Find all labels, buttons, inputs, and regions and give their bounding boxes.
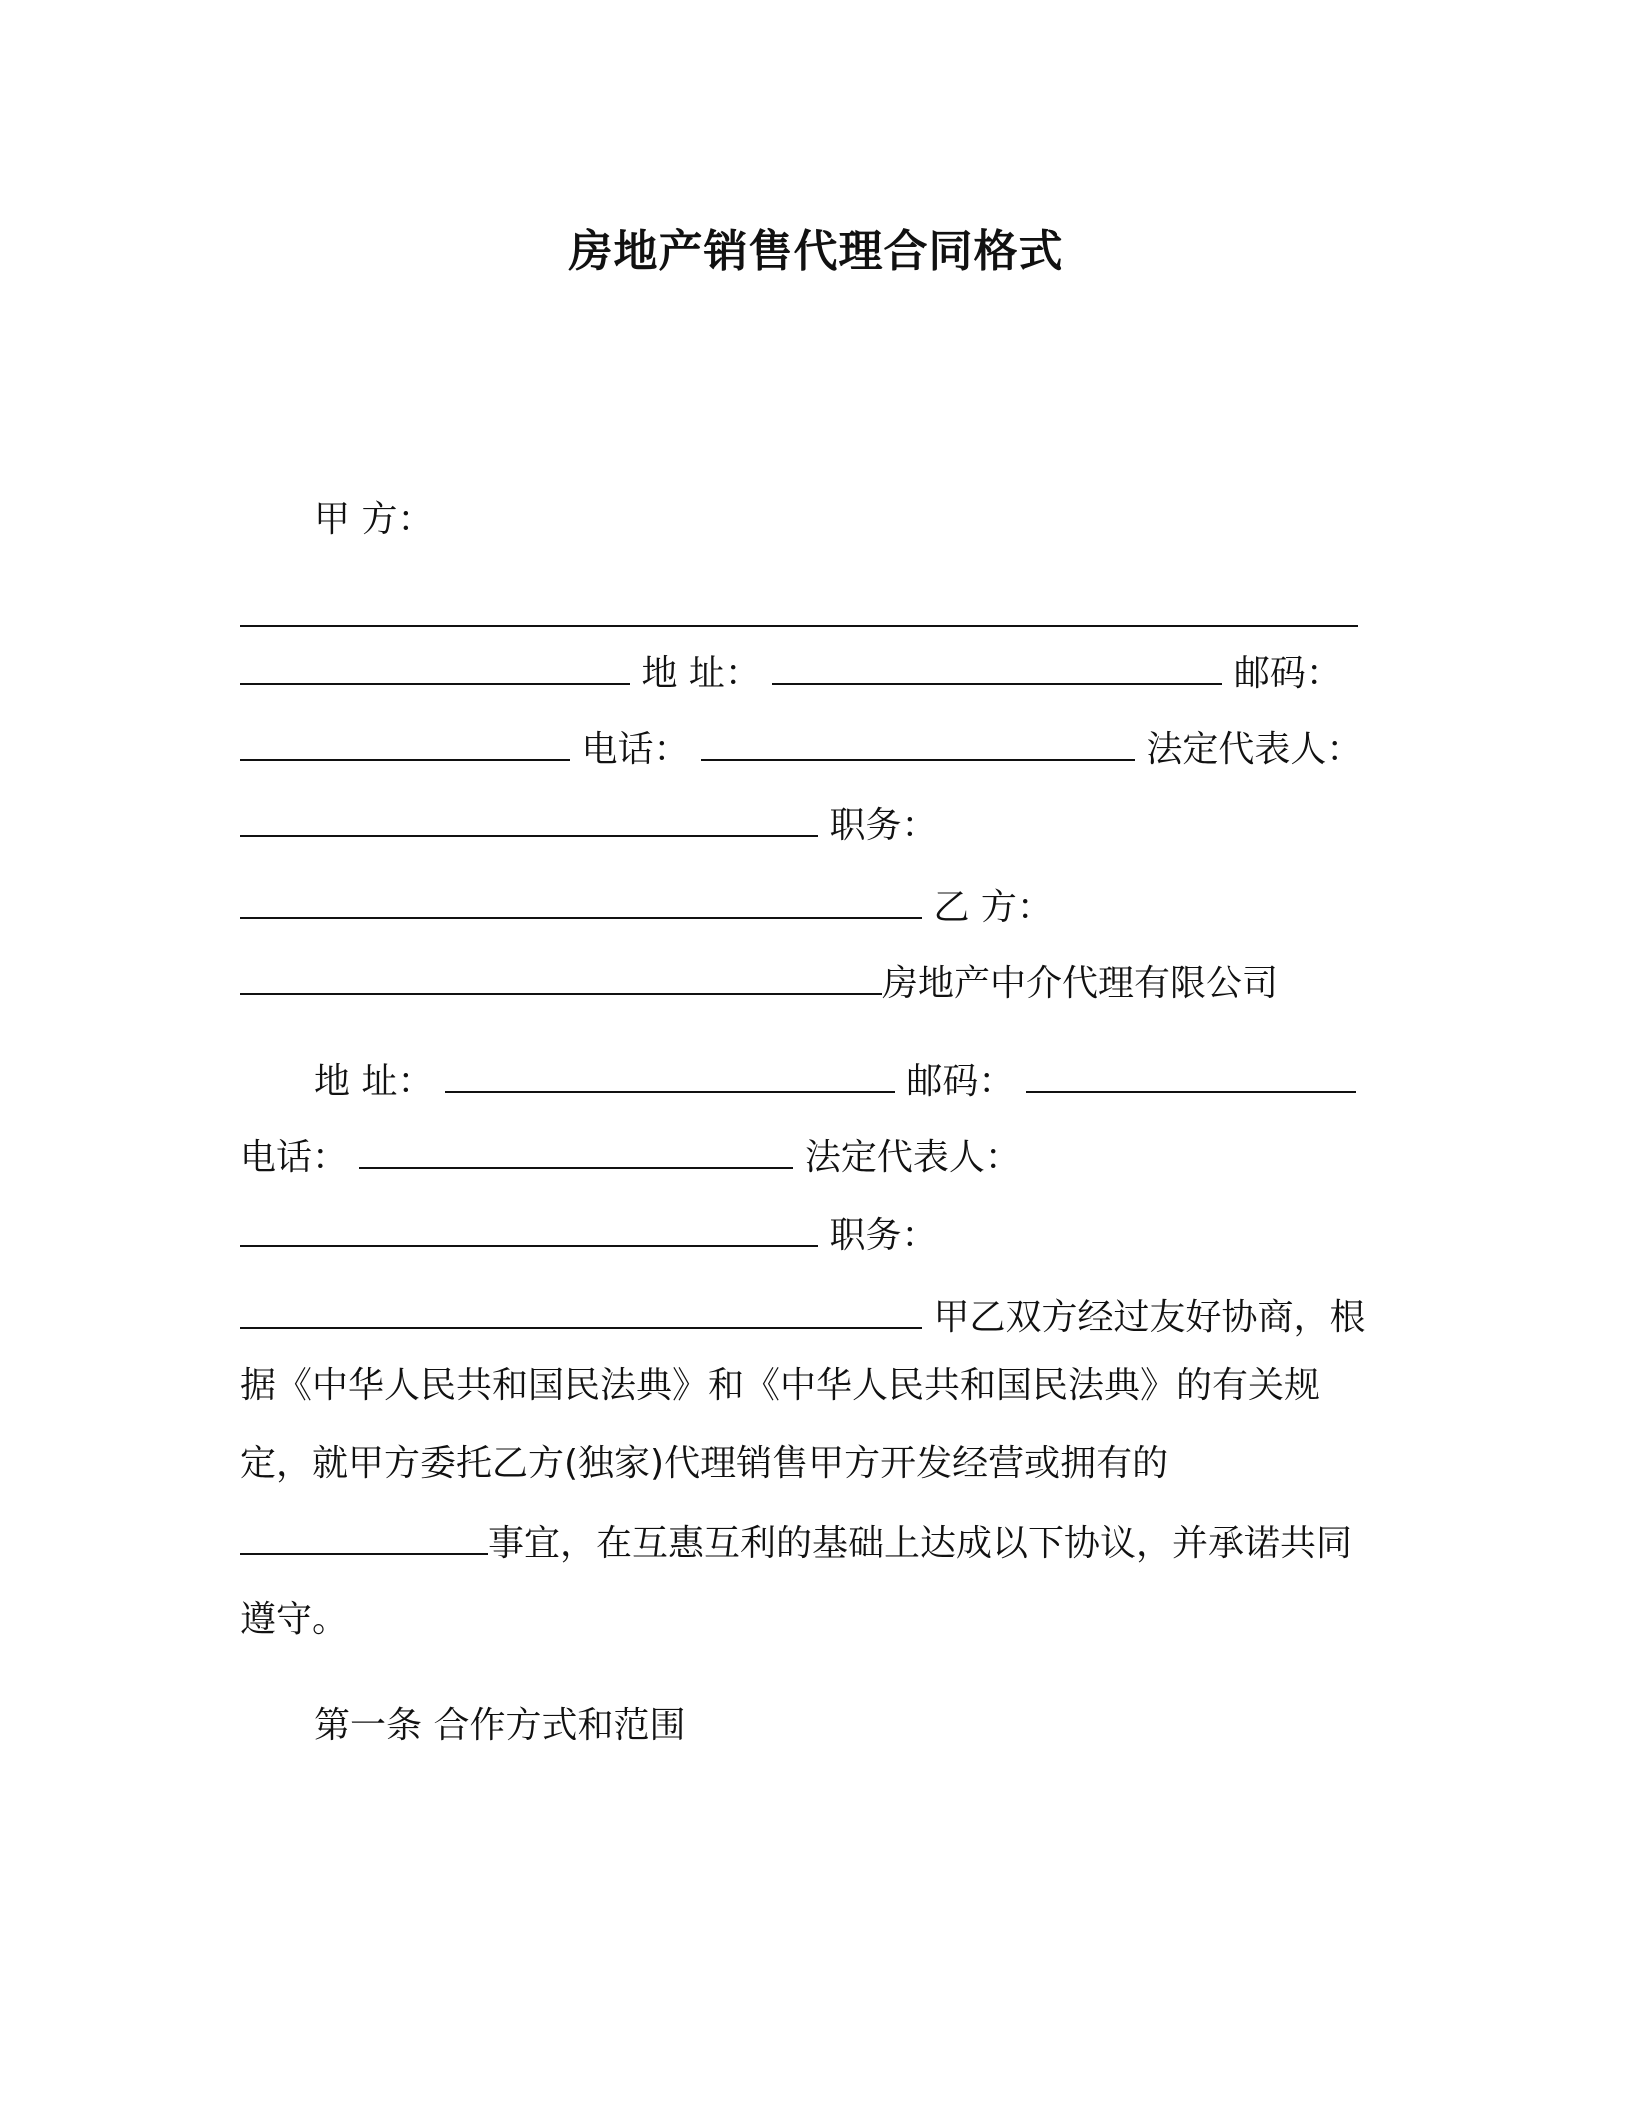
party-a-position-label: 职务：	[829, 805, 938, 846]
party-b-legal-rep-label: 法定代表人：	[804, 1137, 1021, 1178]
preamble-text-1: 甲乙双方经过友好协商，根	[933, 1297, 1366, 1338]
party-b-position-label: 职务：	[829, 1215, 938, 1256]
party-b-postcode-blank[interactable]	[1026, 1061, 1356, 1093]
party-a-address-line	[240, 650, 1342, 698]
party-b-phone-blank[interactable]	[359, 1137, 793, 1169]
party-b-position-blank[interactable]	[240, 1297, 922, 1329]
party-b-company-line	[240, 960, 1278, 1008]
article-1-heading: 第一条 合作方式和范围	[314, 1705, 686, 1746]
preamble-text-2: 据《中华人民共和国民法典》和《中华人民共和国民法典》的有关规	[240, 1365, 1321, 1406]
party-a-postcode-label: 邮码：	[1233, 653, 1342, 694]
party-a-name-line	[240, 592, 1358, 640]
party-a-postcode-blank[interactable]	[240, 729, 570, 761]
party-a-name-blank[interactable]	[240, 595, 1358, 627]
preamble-line-4	[240, 1520, 1352, 1568]
preamble-line-1	[240, 1294, 1365, 1342]
party-b-address-label: 地 址：	[314, 1061, 434, 1102]
party-b-postcode-label: 邮码：	[906, 1061, 1015, 1102]
preamble-line-2	[240, 1362, 1320, 1410]
party-b-label: 乙 方：	[933, 887, 1053, 928]
party-b-name-blank[interactable]	[240, 963, 882, 995]
party-b-address-blank[interactable]	[445, 1061, 895, 1093]
party-a-position-line	[240, 802, 937, 850]
property-blank[interactable]	[240, 1523, 488, 1555]
preamble-text-3: 定，就甲方委托乙方(独家)代理销售甲方开发经营或拥有的	[240, 1443, 1169, 1484]
party-a-phone-line	[240, 726, 1362, 774]
party-b-label-line	[240, 884, 1053, 932]
preamble-line-3	[240, 1440, 1168, 1488]
party-a-legal-rep-label: 法定代表人：	[1146, 729, 1363, 770]
preamble-line-5	[240, 1596, 348, 1644]
party-b-legal-rep-blank[interactable]	[240, 1215, 818, 1247]
party-a-phone-blank[interactable]	[701, 729, 1135, 761]
party-a-label: 甲 方：	[314, 499, 434, 540]
party-a-phone-label: 电话：	[581, 729, 690, 770]
party-a-blank-1[interactable]	[240, 653, 630, 685]
party-a-position-blank[interactable]	[240, 887, 922, 919]
party-a-address-blank[interactable]	[772, 653, 1222, 685]
article-1-heading-line	[314, 1702, 685, 1750]
party-b-position-line	[240, 1212, 937, 1260]
preamble-text-4: 事宜，在互惠互利的基础上达成以下协议，并承诺共同	[488, 1523, 1353, 1564]
party-b-company-suffix: 房地产中介代理有限公司	[882, 963, 1279, 1004]
document-title: 房地产销售代理合同格式	[568, 226, 1064, 277]
party-b-address-line	[314, 1058, 1356, 1106]
party-a-address-label: 地 址：	[641, 653, 761, 694]
party-a-legal-rep-blank[interactable]	[240, 805, 818, 837]
party-b-phone-line	[240, 1134, 1021, 1182]
party-a-label-line	[314, 496, 433, 544]
party-b-phone-label: 电话：	[240, 1137, 349, 1178]
preamble-text-5: 遵守。	[240, 1599, 349, 1640]
